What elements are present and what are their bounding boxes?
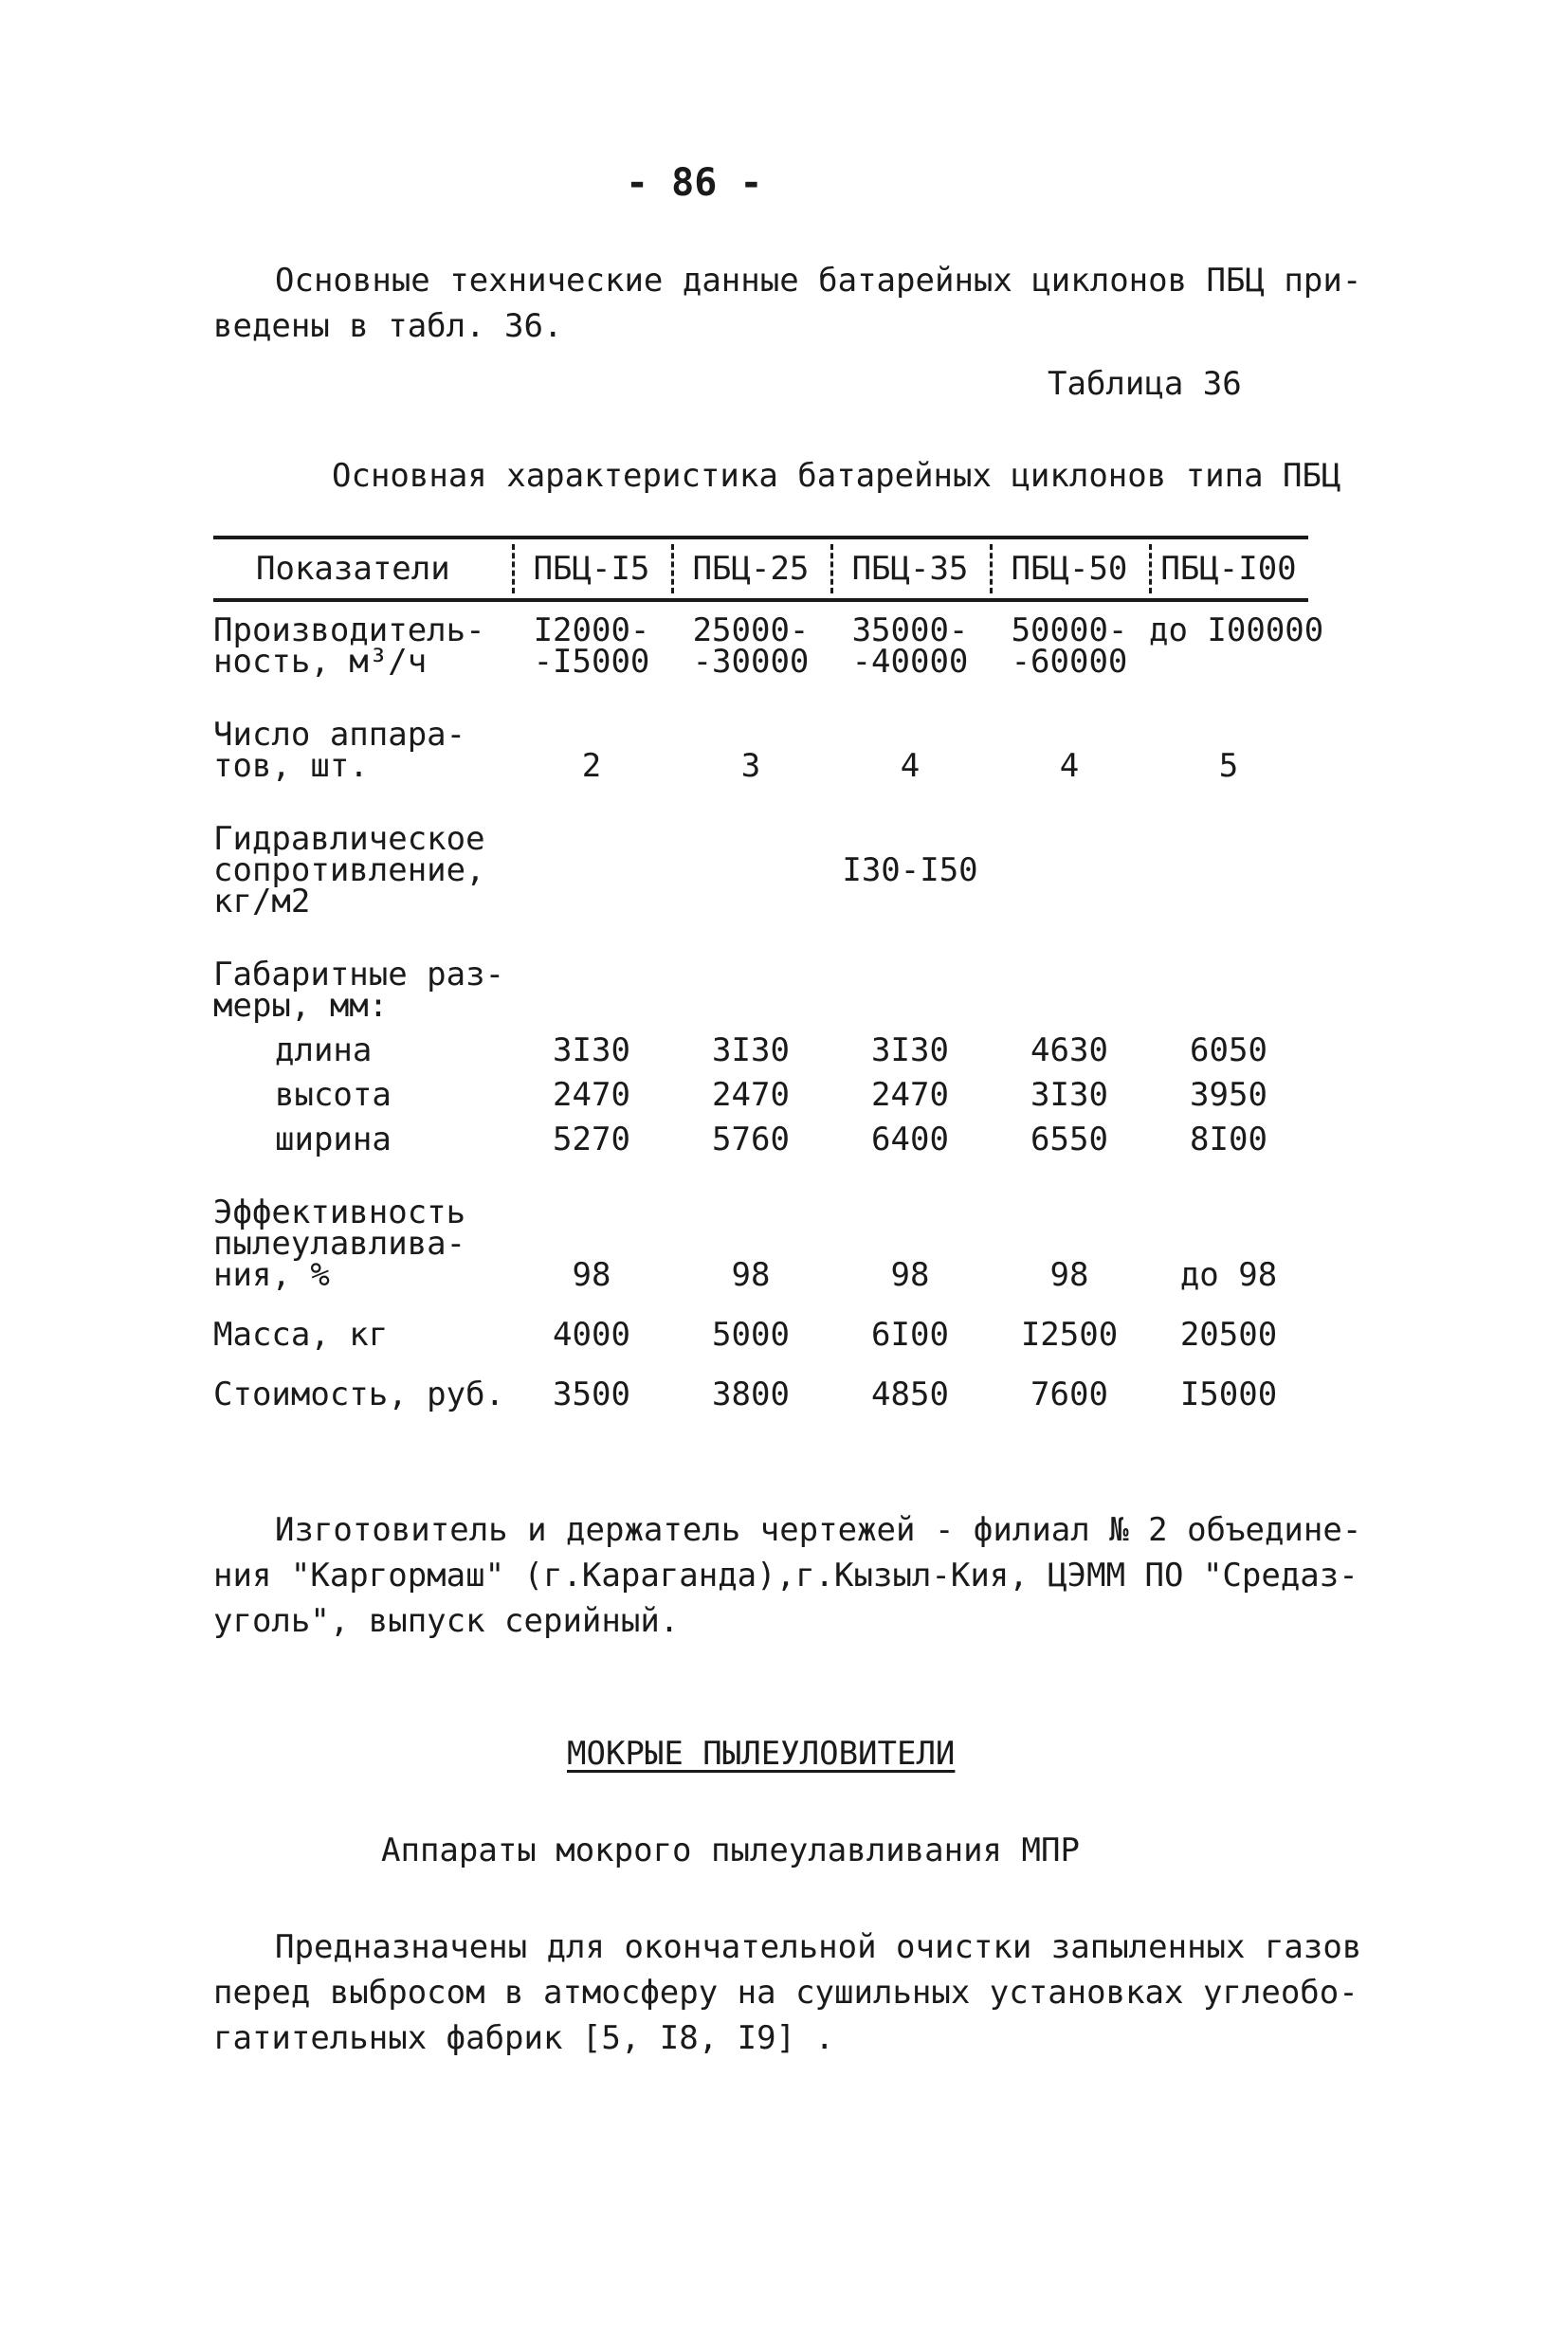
table-header-rule [213, 598, 1308, 602]
value-line: 50000- [1011, 611, 1128, 649]
label-line: сопротивление, [213, 851, 485, 889]
cell-width-35: 6400 [871, 1121, 949, 1158]
purpose-line: гатительных фабрик [5, I8, I9] . [213, 2019, 835, 2057]
header-indicators: Показатели [256, 550, 450, 588]
cell-productivity-15 [512, 611, 671, 681]
cell-length-25: 3I30 [712, 1031, 790, 1069]
row-label-productivity [213, 611, 512, 681]
cell-efficiency-15: 98 [572, 1256, 611, 1294]
cell-length-15: 3I30 [553, 1031, 630, 1069]
table-row [213, 1031, 1308, 1069]
cell-efficiency-100: до 98 [1179, 1256, 1278, 1294]
header-pbc-35: ПБЦ-35 [830, 550, 990, 588]
maker-line: Изготовитель и держатель чертежей - филиал № 2 объедине- [275, 1511, 1362, 1549]
table-label: Таблица 36 [1048, 365, 1242, 403]
header-pbc-25: ПБЦ-25 [671, 550, 830, 588]
cell-cost-15: 3500 [553, 1376, 630, 1413]
table-title: Основная характеристика батарейных циклонов типа ПБЦ [332, 457, 1341, 495]
row-label-height: высота [275, 1076, 392, 1114]
data-table [213, 536, 1324, 1413]
cell-height-50: 3I30 [1030, 1076, 1108, 1114]
cell-count-35: 4 [900, 747, 921, 785]
value-line: -40000 [851, 643, 969, 681]
row-label-efficiency [213, 1194, 512, 1294]
header-pbc-100: ПБЦ-I00 [1149, 550, 1308, 588]
maker-line: уголь", выпуск серийный. [213, 1602, 680, 1640]
table-row [213, 1076, 1308, 1114]
page-number: - 86 - [626, 161, 763, 205]
value-line: -30000 [692, 643, 810, 681]
table-body [213, 611, 1324, 1413]
row-label-length: длина [275, 1031, 373, 1069]
cell-productivity-35 [830, 611, 990, 681]
cell-cost-50: 7600 [1030, 1376, 1108, 1413]
value-line: -I5000 [533, 643, 650, 681]
intro-line: ведены в табл. 36. [213, 307, 563, 345]
table-row [213, 1376, 1308, 1413]
cell-length-100: 6050 [1190, 1031, 1267, 1069]
label-line: Габаритные раз- [213, 956, 505, 993]
cell-length-35: 3I30 [871, 1031, 949, 1069]
cell-count-100: 5 [1218, 747, 1239, 785]
cell-length-50: 4630 [1030, 1031, 1108, 1069]
cell-efficiency-35: 98 [890, 1256, 930, 1294]
table-row [213, 716, 1308, 785]
manufacturer-paragraph [213, 1507, 1361, 1644]
section-title: МОКРЫЕ ПЫЛЕУЛОВИТЕЛИ [567, 1735, 956, 1773]
label-line: Число аппара- [213, 716, 466, 754]
row-label-resistance [213, 820, 512, 920]
label-line: меры, мм: [213, 987, 389, 1025]
table-row [213, 611, 1324, 681]
row-label-mass: Масса, кг [213, 1316, 389, 1354]
cell-width-100: 8I00 [1190, 1121, 1267, 1158]
value-line: I2000- [533, 611, 650, 649]
purpose-line: Предназначены для окончательной очистки запыленных газов [275, 1928, 1362, 1966]
label-line: тов, шт. [213, 747, 369, 785]
subsection-title: Аппараты мокрого пылеулавливания МПР [381, 1832, 1080, 1869]
intro-paragraph [213, 258, 1361, 349]
cell-mass-50: I2500 [1020, 1316, 1119, 1354]
table-row [213, 956, 1308, 1025]
row-label-count [213, 716, 512, 785]
value-line: до I00000 [1149, 611, 1324, 649]
cell-height-15: 2470 [553, 1076, 630, 1114]
cell-height-100: 3950 [1190, 1076, 1267, 1114]
label-line: ния, % [213, 1256, 330, 1294]
label-line: Эффективность [213, 1194, 466, 1231]
cell-count-50: 4 [1059, 747, 1080, 785]
intro-line: Основные технические данные батарейных циклонов ПБЦ при- [275, 262, 1362, 300]
cell-mass-35: 6I00 [871, 1316, 949, 1354]
cell-cost-25: 3800 [712, 1376, 790, 1413]
cell-efficiency-25: 98 [731, 1256, 771, 1294]
table-row [213, 1316, 1308, 1354]
cell-cost-35: 4850 [871, 1376, 949, 1413]
row-label-dims [213, 956, 512, 1025]
purpose-paragraph [213, 1924, 1361, 2061]
cell-cost-100: I5000 [1179, 1376, 1278, 1413]
value-line: 25000- [692, 611, 810, 649]
row-label-width: ширина [275, 1121, 392, 1158]
table-row [213, 1121, 1308, 1158]
cell-productivity-25 [671, 611, 830, 681]
label-line: кг/м2 [213, 883, 311, 920]
header-pbc-50: ПБЦ-50 [990, 550, 1149, 588]
header-pbc-15: ПБЦ-I5 [512, 550, 671, 588]
cell-productivity-100 [1149, 611, 1324, 649]
label-line: Производитель- [213, 611, 485, 649]
cell-count-15: 2 [581, 747, 602, 785]
value-line: -60000 [1011, 643, 1128, 681]
cell-count-25: 3 [740, 747, 761, 785]
label-line: Гидравлическое [213, 820, 485, 858]
table-header-row [213, 539, 1308, 598]
label-line: ность, м³/ч [213, 643, 428, 681]
label-line: пылеулавлива- [213, 1225, 466, 1263]
cell-width-25: 5760 [712, 1121, 790, 1158]
cell-mass-100: 20500 [1179, 1316, 1278, 1354]
cell-productivity-50 [990, 611, 1149, 681]
cell-efficiency-50: 98 [1049, 1256, 1089, 1294]
cell-mass-15: 4000 [553, 1316, 630, 1354]
purpose-line: перед выбросом в атмосферу на сушильных установках углеобо- [213, 1974, 1358, 2012]
value-line: 35000- [851, 611, 969, 649]
cell-width-50: 6550 [1030, 1121, 1108, 1158]
cell-mass-25: 5000 [712, 1316, 790, 1354]
table-row [213, 1194, 1308, 1294]
cell-width-15: 5270 [553, 1121, 630, 1158]
cell-height-35: 2470 [871, 1076, 949, 1114]
cell-height-25: 2470 [712, 1076, 790, 1114]
cell-resistance-all: I30-I50 [842, 851, 978, 889]
row-label-cost: Стоимость, руб. [213, 1376, 505, 1413]
maker-line: ния "Каргормаш" (г.Караганда),г.Кызыл-Кия, ЦЭММ ПО "Средаз- [213, 1557, 1358, 1595]
table-row [213, 820, 1308, 920]
